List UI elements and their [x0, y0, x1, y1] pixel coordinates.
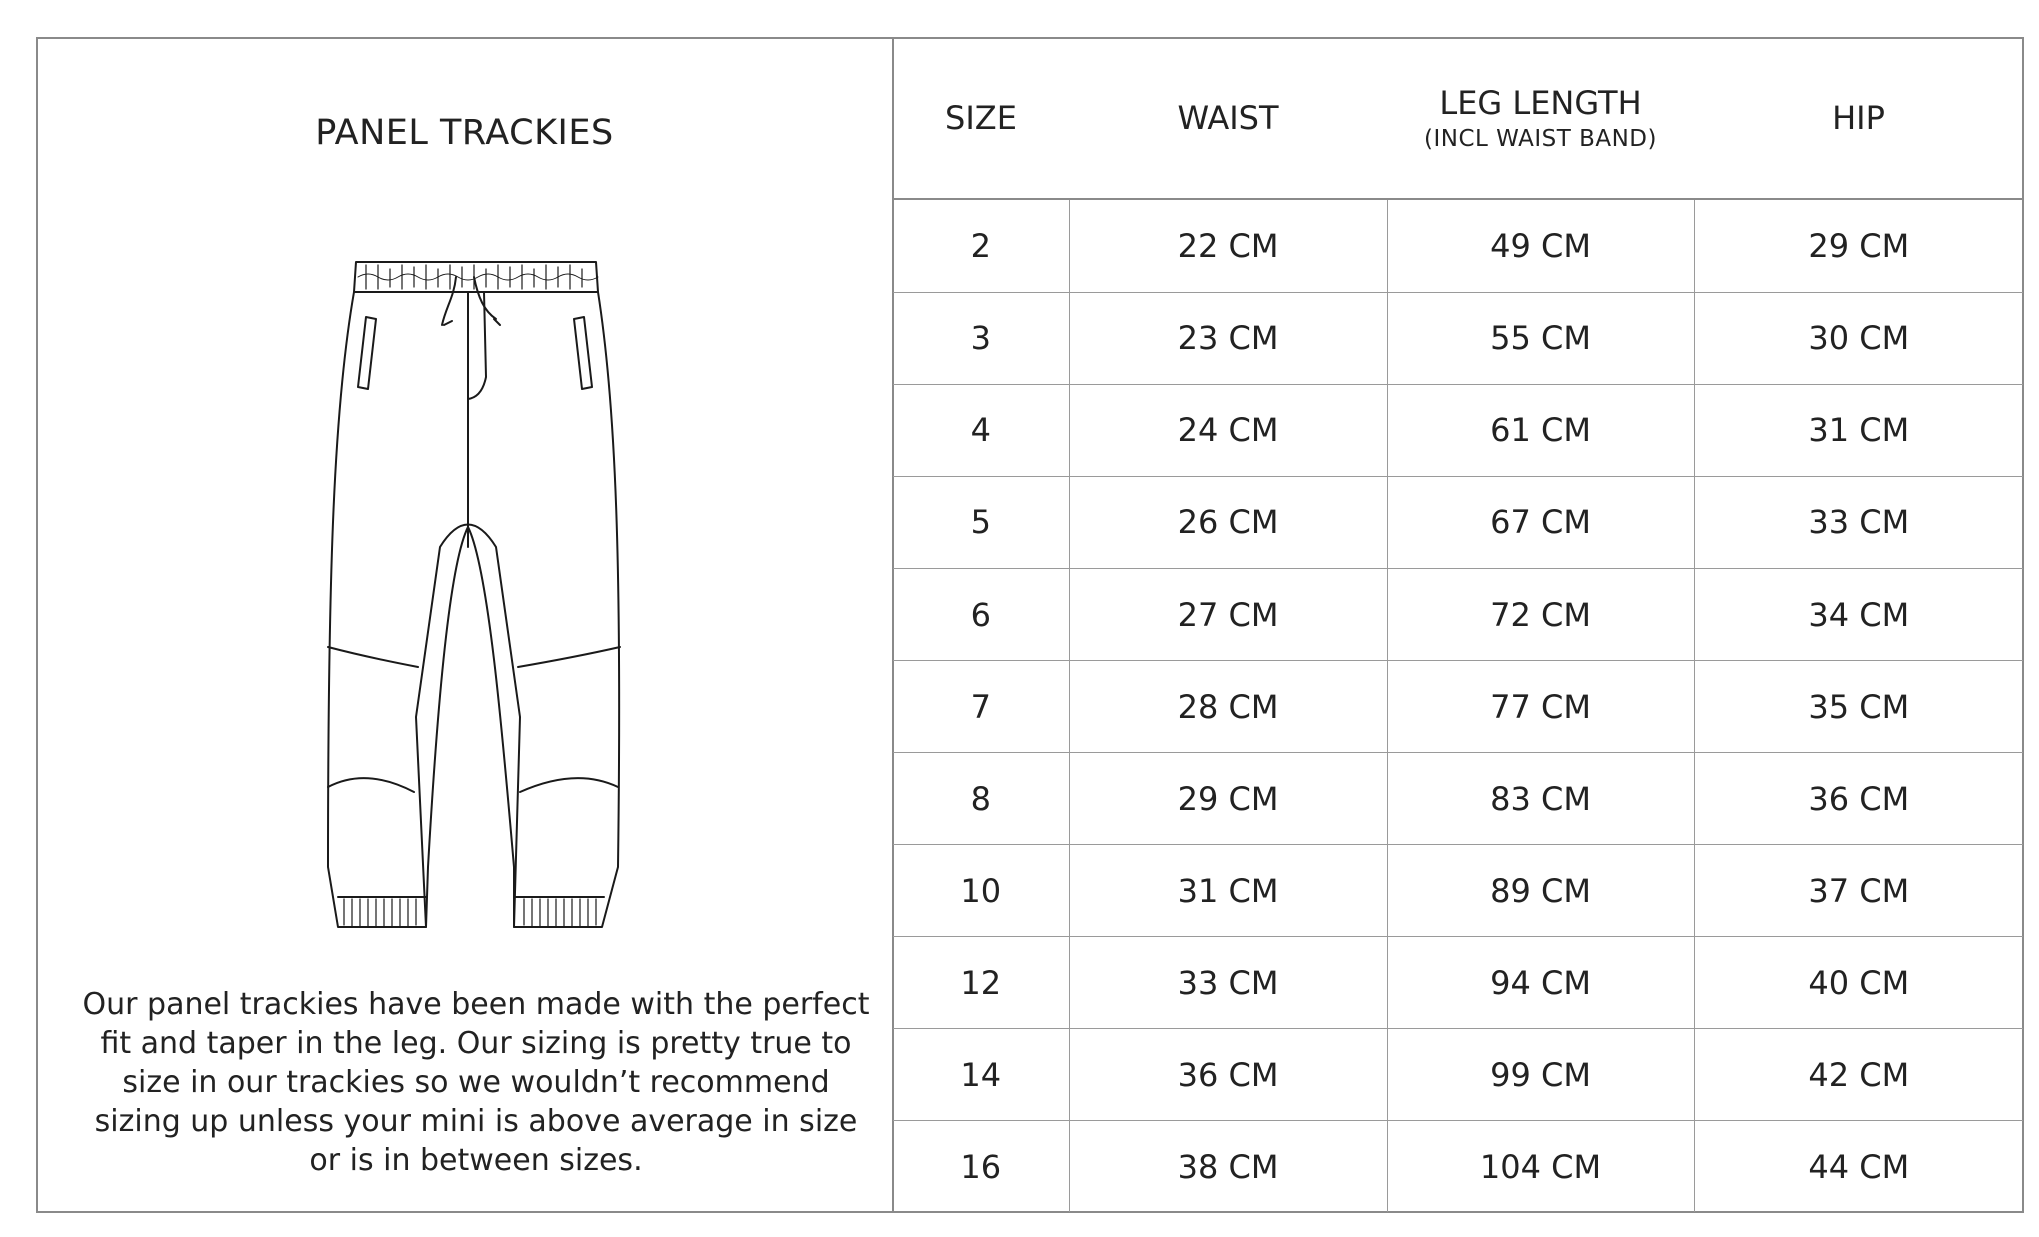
cell-hip: 44 CM	[1808, 1147, 1910, 1186]
cell-leg-length: 55 CM	[1387, 292, 1694, 384]
cell-size: 5	[893, 476, 1069, 568]
size-chart-table	[893, 38, 2023, 1212]
cell-waist: 23 CM	[1069, 292, 1387, 384]
table-row	[893, 476, 2023, 568]
table-row	[893, 661, 2023, 753]
cell-leg-length: 61 CM	[1387, 384, 1694, 476]
header-hip: HIP	[1694, 38, 2023, 199]
cell-leg-length: 83 CM	[1387, 753, 1694, 845]
cell-hip: 40 CM	[1694, 937, 2023, 1029]
cell-size: 4	[893, 384, 1069, 476]
cell-waist: 33 CM	[1069, 937, 1387, 1029]
header-leg-length-note: (INCL WAIST BAND)	[1423, 126, 1657, 152]
cell-hip: 36 CM	[1694, 753, 2023, 845]
table-row	[893, 937, 2023, 1029]
cell-hip: 33 CM	[1694, 476, 2023, 568]
size-chart-header-row	[893, 38, 2023, 199]
table-row	[893, 384, 2023, 476]
cell-waist: 26 CM	[1069, 476, 1387, 568]
panel-trackies-pants-drawing-icon	[306, 247, 646, 977]
cell-leg-length: 99 CM	[1387, 1029, 1694, 1121]
header-size: SIZE	[893, 38, 1069, 199]
cell-hip: 35 CM	[1694, 661, 2023, 753]
cell-leg-length: 49 CM	[1387, 199, 1694, 292]
cell-hip: 29 CM	[1694, 199, 2023, 292]
cell-size: 3	[893, 292, 1069, 384]
cell-waist: 22 CM	[1069, 199, 1387, 292]
cell-size: 2	[893, 199, 1069, 292]
cell-waist: 29 CM	[1069, 753, 1387, 845]
table-row	[893, 1029, 2023, 1121]
table-row	[893, 845, 2023, 937]
cell-hip: 30 CM	[1694, 292, 2023, 384]
cell-waist: 27 CM	[1069, 569, 1387, 661]
cell-hip: 31 CM	[1694, 384, 2023, 476]
cell-leg-length: 72 CM	[1387, 569, 1694, 661]
cell-waist: 38 CM	[1069, 1121, 1387, 1212]
cell-size: 12	[893, 937, 1069, 1029]
cell-waist: 36 CM	[1069, 1029, 1387, 1121]
cell-size: 10	[893, 845, 1069, 937]
header-leg-length	[1387, 38, 1694, 199]
table-row	[893, 292, 2023, 384]
cell-hip: 34 CM	[1694, 569, 2023, 661]
cell-waist: 24 CM	[1069, 384, 1387, 476]
cell-size: 8	[893, 753, 1069, 845]
table-row	[893, 1121, 2023, 1212]
cell-leg-length: 104 CM	[1387, 1121, 1694, 1212]
table-row	[893, 569, 2023, 661]
cell-hip: 42 CM	[1694, 1029, 2023, 1121]
cell-waist: 31 CM	[1069, 845, 1387, 937]
cell-leg-length: 77 CM	[1387, 661, 1694, 753]
product-description: Our panel trackies have been made with the perfect fit and taper in the leg. Our sizing is pretty true to size in our trackies so we wouldn’t recommend sizing up unless your mini is above average in size or is in between sizes.	[82, 987, 870, 1178]
cell-hip: 37 CM	[1694, 845, 2023, 937]
cell-size: 7	[893, 661, 1069, 753]
table-row	[893, 199, 2023, 292]
header-waist: WAIST	[1069, 38, 1387, 199]
cell-leg-length: 67 CM	[1387, 476, 1694, 568]
cell-waist: 28 CM	[1069, 661, 1387, 753]
cell-size: 6	[893, 569, 1069, 661]
product-title: PANEL TRACKIES	[315, 113, 614, 153]
cell-leg-length: 94 CM	[1387, 937, 1694, 1029]
cell-leg-length: 89 CM	[1387, 845, 1694, 937]
cell-size: 16	[893, 1121, 1069, 1212]
header-leg-length-label: LEG LENGTH	[1439, 84, 1642, 122]
cell-size: 14	[893, 1029, 1069, 1121]
product-panel	[36, 37, 893, 1213]
table-row	[893, 753, 2023, 845]
